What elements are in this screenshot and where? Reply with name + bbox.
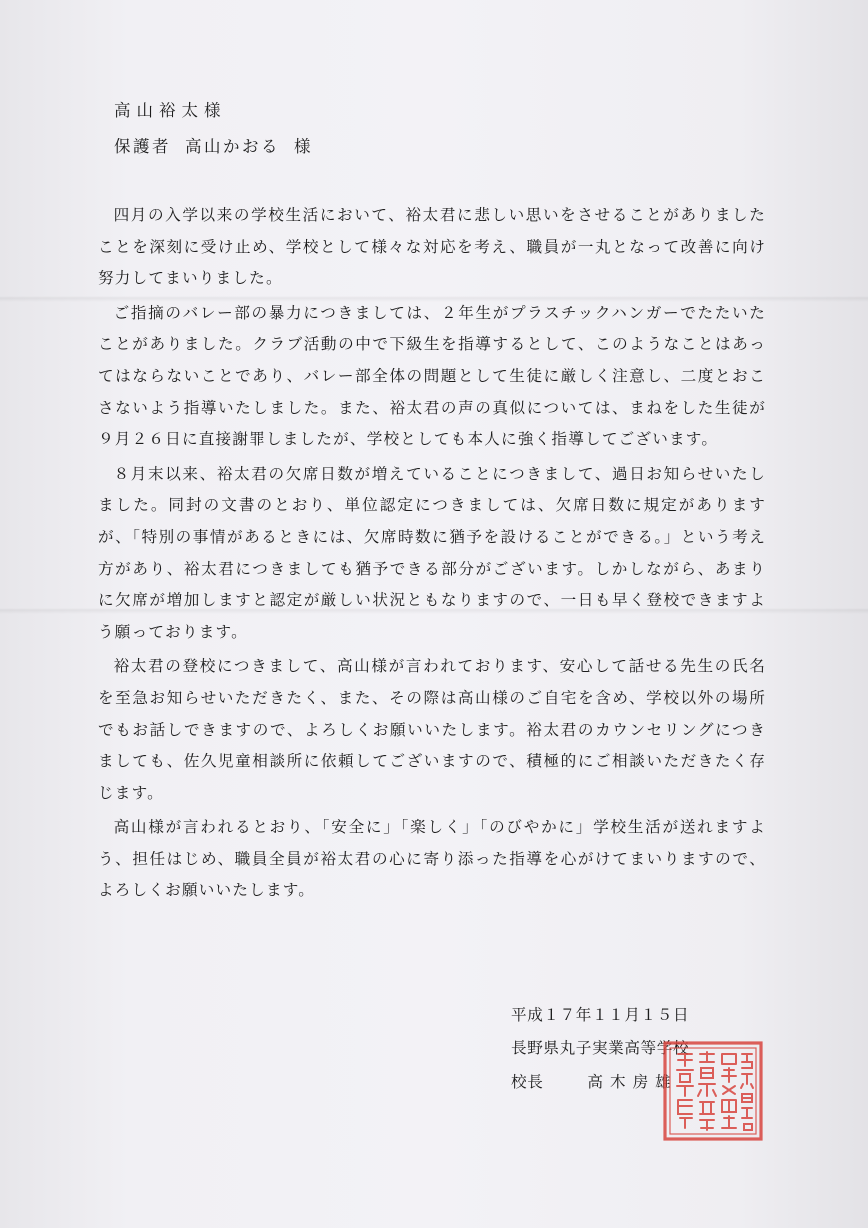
guardian-name: 高山かおる: [185, 137, 280, 156]
school-name: 長野県丸子実業高等学校: [511, 1039, 690, 1057]
principal-title: 校長: [511, 1073, 544, 1091]
guardian-role: 保護者: [114, 137, 171, 156]
principal-name: 高木房雄: [587, 1073, 678, 1091]
paragraph: 裕太君の登校につきまして、高山様が言われております、安心して話せる先生の氏名を至急お知らせいただきたく、また、その際は高山様のご自宅を含め、学校以外の場所でもお話しできますので、よろしくお願いいたします。裕太君のカウンセリングにつきましても、佐久児童相談所に依頼してございますので、積極的にご相談いただきたく存じます。: [98, 657, 766, 802]
student-name: 高山裕太様: [114, 101, 227, 120]
paragraph: ご指摘のバレー部の暴力につきましては、２年生がプラスチックハンガーでたたいたことがありました。クラブ活動の中で下級生を指導するとして、このようなことはあってはならないことであり、バレー部全体の問題として生徒に厳しく注意し、二度とおこさないよう指導いたしました。また、裕太君の声の真似については、まねをした生徒が９月２６日に直接謝罪しましたが、学校としても本人に強く指導してございます。: [98, 303, 766, 449]
official-seal-icon: [662, 1040, 764, 1142]
paragraph: 高山様が言われるとおり、「安全に」「楽しく」「のびやかに」学校生活が送れますよう、担任はじめ、職員全員が裕太君の心に寄り添った指導を心がけてまいりますので、よろしくお願いいたします。: [98, 818, 766, 900]
recipient-student: [114, 97, 227, 121]
letter-body: [98, 200, 766, 907]
letter-date: 平成１７年１１月１５日: [511, 1006, 690, 1024]
guardian-honorific: 様: [294, 137, 313, 156]
paragraph: 四月の入学以来の学校生活において、裕太君に悲しい思いをさせることがありましたことを深刻に受け止め、学校として様々な対応を考え、職員が一丸となって改善に向け努力してまいりました。: [98, 206, 766, 288]
paragraph: ８月末以来、裕太君の欠席日数が増えていることにつきまして、過日お知らせいたしました。同封の文書のとおり、単位認定につきましては、欠席日数に規定がありますが、「特別の事情があるときには、欠席時数に猶予を設けることができる。」という考え方があり、裕太君につきましても猶予できる部分がございます。しかしながら、あまりに欠席が増加しますと認定が厳しい状況ともなりますので、一日も早く登校できますよう願っております。: [98, 464, 766, 641]
signature-line: [511, 1070, 678, 1092]
recipient-guardian: [114, 133, 313, 157]
